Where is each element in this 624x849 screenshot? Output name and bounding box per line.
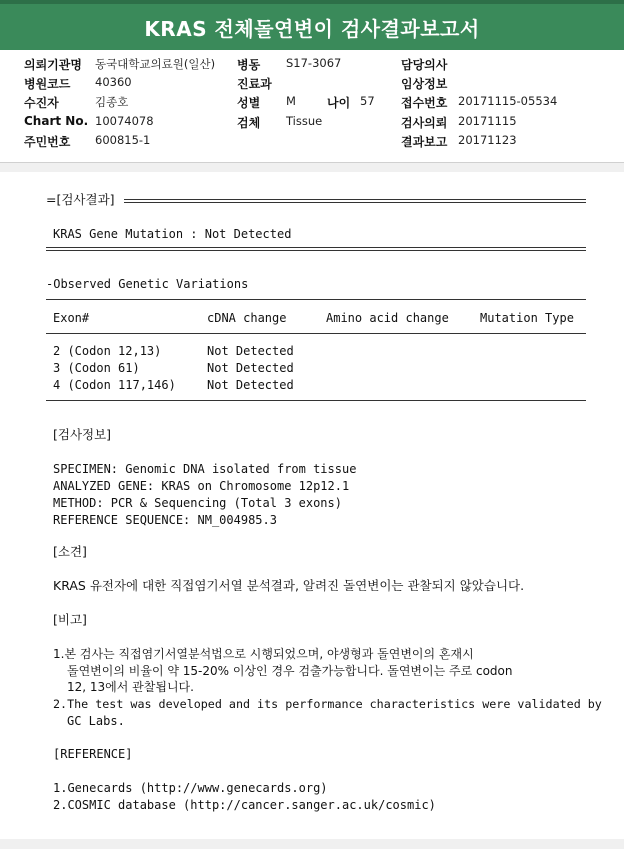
specimen-label: 검체: [237, 116, 261, 130]
table-row-exon: 3 (Codon 61): [53, 361, 140, 375]
reference-item: 2.COSMIC database (http://cancer.sanger.ac.uk/cosmic): [53, 798, 436, 812]
mutation-rule: [46, 247, 586, 251]
table-row-exon: 2 (Codon 12,13): [53, 344, 162, 358]
patient-label: 수진자: [24, 96, 59, 110]
table-row-exon: 4 (Codon 117,146): [53, 378, 176, 392]
reference-sequence-line: REFERENCE SEQUENCE: NM_004985.3: [53, 513, 277, 527]
note-title: [비고]: [53, 612, 87, 627]
clinical-label: 임상정보: [401, 77, 448, 91]
report-title: KRAS 전체돌연변이 검사결과보고서: [144, 16, 480, 41]
sex-value: M: [286, 94, 296, 108]
test-info-title: [검사정보]: [53, 427, 112, 442]
id-value: 600815-1: [95, 133, 151, 147]
patient-value: 김종호: [95, 95, 129, 109]
bottom-strip: [0, 839, 624, 849]
report-date-label: 결과보고: [401, 135, 448, 149]
note-2-line-1: 2.The test was developed and its performance characteristics were validated by: [53, 697, 602, 711]
report-body: [0, 172, 624, 839]
doctor-label: 담당의사: [401, 58, 448, 72]
hospital-value: 동국대학교의료원(일산): [95, 57, 216, 71]
specimen-value: Tissue: [286, 114, 323, 128]
info-row-2: [0, 75, 624, 95]
request-value: 20171115: [458, 114, 517, 128]
age-value: 57: [360, 94, 375, 108]
table-row-cdna: Not Detected: [207, 361, 294, 375]
ward-value: S17-3067: [286, 56, 342, 70]
request-label: 검사의뢰: [401, 116, 448, 130]
result-header: =[검사결과]: [46, 192, 115, 207]
column-amino-acid: Amino acid change: [326, 311, 449, 325]
patient-info-panel: [0, 50, 624, 162]
column-mutation-type: Mutation Type: [480, 311, 574, 325]
note-1-line-2: 돌연변이의 비율이 약 15-20% 이상인 경우 검출가능합니다. 돌연변이는 주로 codon: [67, 664, 513, 678]
chart-label: Chart No.: [24, 114, 89, 128]
column-cdna: cDNA change: [207, 311, 287, 325]
mutation-result-line: KRAS Gene Mutation : Not Detected: [53, 227, 292, 241]
table-row-cdna: Not Detected: [207, 378, 294, 392]
receipt-label: 접수번호: [401, 96, 448, 110]
reference-item: 1.Genecards (http://www.genecards.org): [53, 781, 328, 795]
table-bottom-rule: [46, 400, 586, 401]
table-row-cdna: Not Detected: [207, 344, 294, 358]
specimen-line: SPECIMEN: Genomic DNA isolated from tissue: [53, 462, 357, 476]
age-label: 나이: [327, 96, 351, 110]
note-2-line-2: GC Labs.: [67, 714, 125, 728]
id-label: 주민번호: [24, 135, 71, 149]
ward-label: 병동: [237, 58, 261, 72]
analyzed-gene-line: ANALYZED GENE: KRAS on Chromosome 12p12.1: [53, 479, 350, 493]
dept-label: 진료과: [237, 77, 272, 91]
finding-title: [소견]: [53, 544, 87, 559]
info-row-1: [0, 56, 624, 76]
table-header-rule: [46, 333, 586, 334]
method-line: METHOD: PCR & Sequencing (Total 3 exons): [53, 496, 342, 510]
result-header-rule: [124, 199, 586, 203]
report-title-bar: [0, 0, 624, 50]
chart-value: 10074078: [95, 114, 154, 128]
finding-text: KRAS 유전자에 대한 직접염기서열 분석결과, 알려진 돌연변이는 관찰되지 않았습니다.: [53, 578, 525, 593]
info-row-3: [0, 94, 624, 114]
note-1-line-3: 12, 13에서 관찰됩니다.: [67, 680, 194, 694]
hospital-label: 의뢰기관명: [24, 58, 82, 72]
reference-title: [REFERENCE]: [53, 747, 133, 761]
receipt-value: 20171115-05534: [458, 94, 558, 108]
sex-label: 성별: [237, 96, 261, 110]
column-exon: Exon#: [53, 311, 90, 325]
info-row-4: [0, 114, 624, 134]
report-date-value: 20171123: [458, 133, 517, 147]
info-row-5: [0, 133, 624, 153]
code-label: 병원코드: [24, 77, 71, 91]
table-top-rule: [46, 299, 586, 300]
code-value: 40360: [95, 75, 132, 89]
note-1-line-1: 1.본 검사는 직접염기서열분석법으로 시행되었으며, 야생형과 돌연변이의 혼재시: [53, 647, 474, 661]
observed-title: -Observed Genetic Variations: [46, 277, 249, 291]
